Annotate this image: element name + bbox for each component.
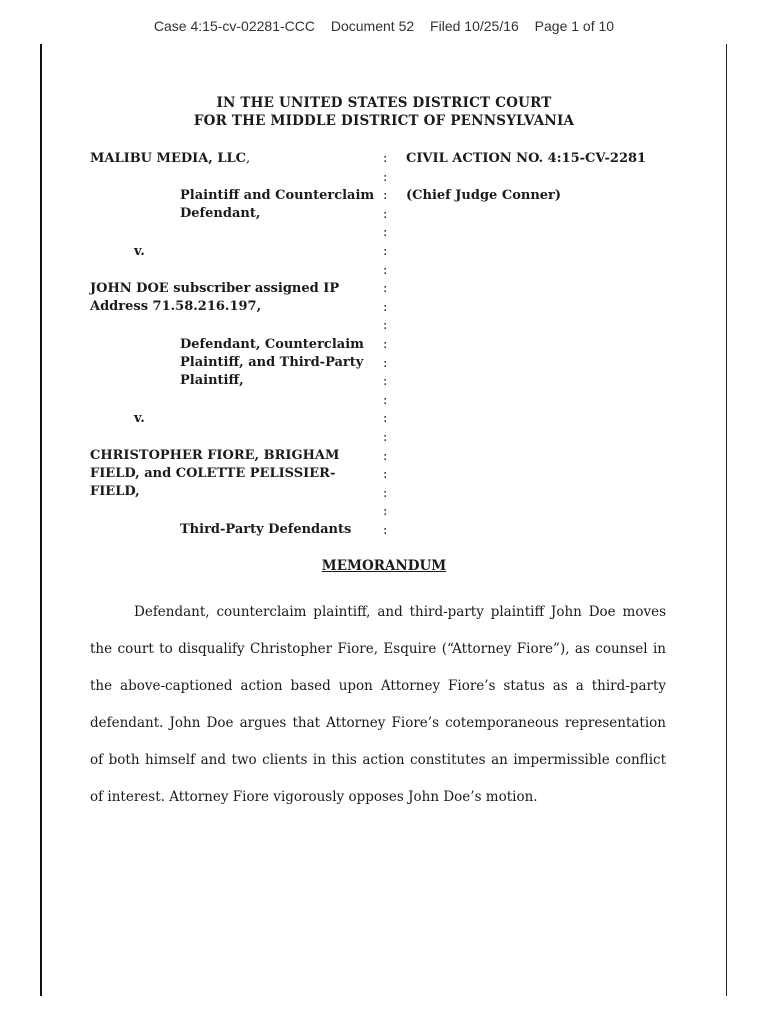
court-title	[0, 94, 768, 130]
party1-role-line1: Plaintiff and Counterclaim	[180, 188, 375, 203]
party3-role: Third-Party Defendants	[180, 522, 352, 537]
memorandum-title: MEMORANDUM	[321, 558, 447, 574]
caption-colon: :	[383, 262, 388, 278]
party1-suffix: ,	[245, 151, 251, 166]
case-caption	[90, 150, 690, 550]
caption-colon: :	[383, 206, 388, 222]
caption-colon: :	[383, 522, 388, 538]
caption-colon: :	[383, 243, 388, 259]
filed-date: Filed 10/25/16	[430, 18, 519, 34]
caption-colon: :	[383, 281, 388, 297]
caption-colon: :	[383, 225, 388, 241]
caption-colon: :	[383, 151, 388, 166]
caption-colon: :	[383, 392, 388, 408]
party2-role-line1: Defendant, Counterclaim	[180, 337, 364, 352]
page-left-border	[40, 44, 42, 996]
page-right-border	[726, 44, 727, 996]
party3-line3: FIELD,	[90, 484, 140, 499]
caption-colon-column	[383, 150, 393, 540]
court-title-line1: IN THE UNITED STATES DISTRICT COURT	[216, 95, 552, 111]
party1-line	[90, 150, 250, 168]
versus-2: v.	[134, 411, 145, 426]
case-number: Case 4:15-cv-02281-CCC	[153, 18, 315, 34]
document-header	[0, 18, 768, 34]
party2-name: JOHN DOE	[90, 281, 169, 296]
caption-colon: :	[383, 188, 388, 204]
party1-role-line2: Defendant,	[180, 206, 261, 221]
memorandum-body	[90, 594, 666, 816]
party1-name: MALIBU MEDIA, LLC	[90, 151, 246, 166]
caption-colon: :	[383, 504, 388, 520]
party2-role-line3: Plaintiff,	[180, 373, 244, 388]
caption-colon: :	[383, 336, 388, 352]
civil-action-number: CIVIL ACTION NO. 4:15-CV-2281	[406, 151, 647, 166]
caption-colon: :	[383, 299, 388, 315]
party2-line1	[90, 280, 339, 298]
versus-1: v.	[134, 244, 145, 259]
party3-line2: FIELD, and COLETTE PELISSIER-	[90, 466, 336, 481]
caption-colon: :	[383, 448, 388, 464]
caption-colon: :	[383, 169, 388, 185]
judge-name: (Chief Judge Conner)	[406, 188, 562, 203]
court-title-line2: FOR THE MIDDLE DISTRICT OF PENNSYLVANIA	[193, 113, 575, 129]
caption-colon: :	[383, 429, 388, 445]
body-paragraph: Defendant, counterclaim plaintiff, and third-party plaintiff John Doe moves the court to disqualify Christopher Fiore, Esquire (“Attorney Fiore”), as counsel in the above-captioned action based upon Attorney Fiore’s status as a third-party defendant. John Doe argues that Attorney Fiore’s cotemporaneous representation of both himself and two clients in this action constitutes an impermissible conflict of interest. Attorney Fiore vigorously opposes John Doe’s motion.	[90, 604, 666, 805]
caption-colon: :	[383, 467, 388, 483]
party2-line2: Address 71.58.216.197,	[90, 299, 262, 314]
caption-colon: :	[383, 411, 388, 427]
caption-colon: :	[383, 485, 388, 501]
party2-role-line2: Plaintiff, and Third-Party	[180, 355, 364, 370]
page-indicator: Page 1 of 10	[534, 18, 615, 34]
document-number: Document 52	[330, 18, 415, 34]
caption-colon: :	[383, 318, 388, 334]
party3-line1: CHRISTOPHER FIORE, BRIGHAM	[90, 448, 340, 463]
party2-line1-rest: subscriber assigned IP	[168, 281, 340, 296]
caption-colon: :	[383, 374, 388, 390]
caption-colon: :	[383, 355, 388, 371]
